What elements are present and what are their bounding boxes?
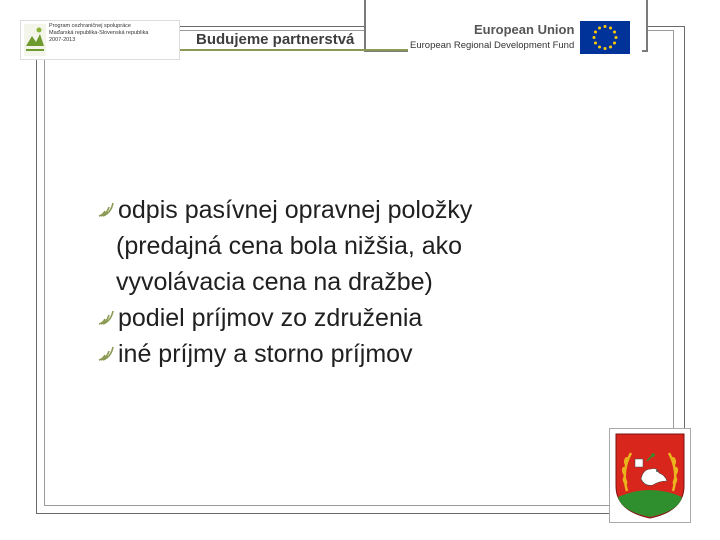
bullet-list bbox=[98, 192, 658, 372]
eu-logo-block bbox=[408, 21, 642, 54]
signal-bars-icon bbox=[98, 309, 118, 325]
bullet-line: iné príjmy a storno príjmov bbox=[118, 340, 413, 368]
bullet-line: podiel príjmov zo združenia bbox=[118, 304, 423, 332]
bullet-item bbox=[98, 192, 658, 228]
bullet-line-continued: (predajná cena bola nižšia, ako bbox=[116, 232, 463, 260]
signal-bars-icon bbox=[98, 201, 118, 217]
bullet-line-continued: vyvolávacia cena na dražbe) bbox=[116, 268, 433, 296]
tagline: Budujeme partnerstvá bbox=[196, 31, 355, 48]
program-logo bbox=[20, 20, 180, 60]
bullet-item bbox=[98, 336, 658, 372]
signal-bars-icon bbox=[98, 345, 118, 361]
program-line-1: Program cezhraničnej spolupráce bbox=[49, 23, 131, 29]
program-mark-icon bbox=[24, 24, 46, 56]
bullet-item bbox=[98, 300, 658, 336]
bullet-line: odpis pasívnej opravnej položky bbox=[118, 196, 473, 224]
program-line-2: Maďarská republika-Slovenská republika bbox=[49, 30, 149, 36]
eu-flag-icon bbox=[580, 21, 630, 54]
eu-title: European Union bbox=[474, 22, 575, 37]
coat-of-arms-icon bbox=[613, 431, 687, 520]
eu-subtitle: European Regional Development Fund bbox=[410, 40, 575, 51]
program-text bbox=[49, 23, 148, 44]
program-line-3: 2007-2013 bbox=[49, 37, 76, 43]
